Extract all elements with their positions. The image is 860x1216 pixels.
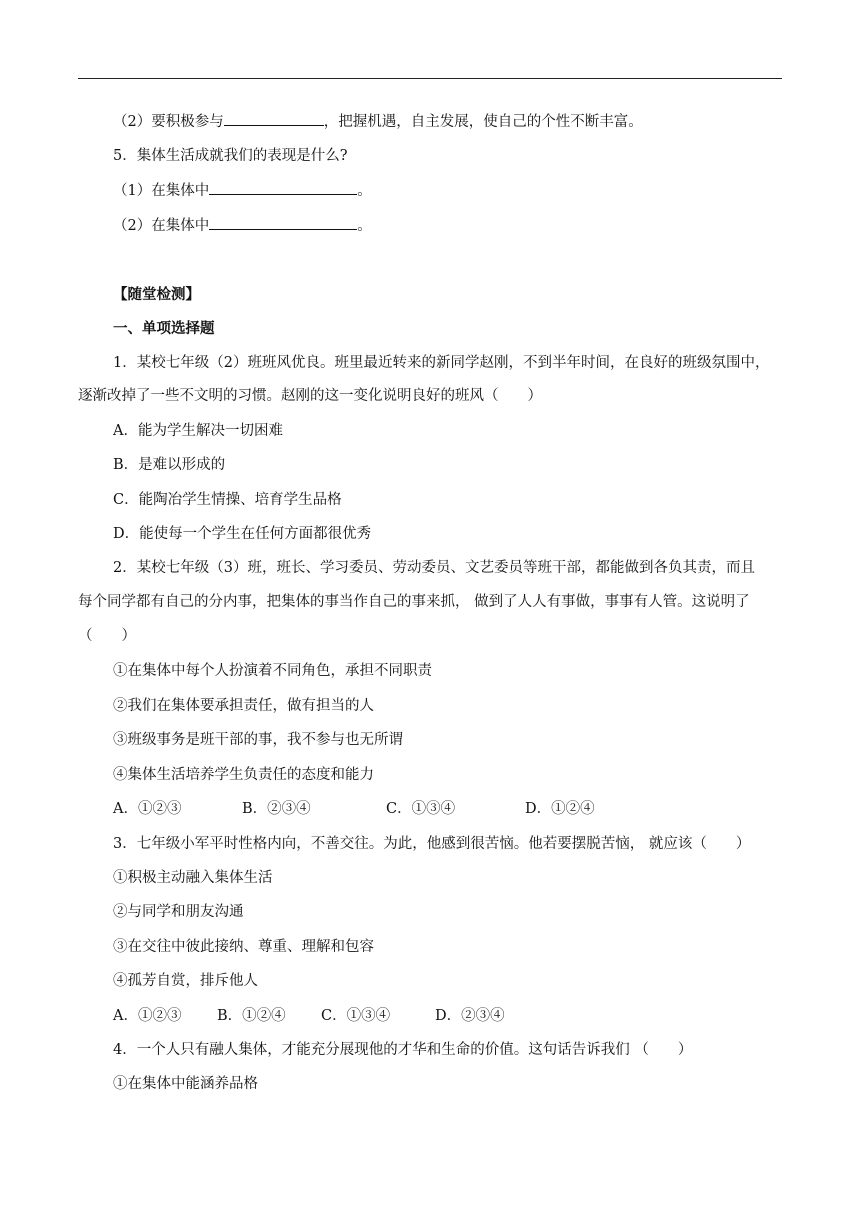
- answer-blank[interactable]: [209, 215, 357, 230]
- q3-stem: 3．七年级小军平时性格内向，不善交往。为此，他感到很苦恼。他若要摆脱苦恼， 就应该（ ）: [113, 836, 751, 852]
- q3-options: [113, 1006, 505, 1026]
- q3-statement-4: ④孤芳自赏，排斥他人: [113, 973, 258, 989]
- q4-item2: [113, 111, 643, 132]
- q3-option-a[interactable]: A．①②③: [113, 1008, 182, 1024]
- q1-option-a[interactable]: A．能为学生解决一切困难: [113, 423, 283, 439]
- q2-statement-4: ④集体生活培养学生负责任的态度和能力: [113, 767, 374, 783]
- q3-statement-1: ①积极主动融入集体生活: [113, 870, 273, 886]
- q1-stem-line2: 逐渐改掉了一些不文明的习惯。赵刚的这一变化说明良好的班风（ ）: [78, 388, 542, 404]
- q4-item2-text-end: ，把握机遇，自主发展，使自己的个性不断丰富。: [323, 114, 643, 130]
- q2-option-a[interactable]: A．①②③: [113, 801, 182, 817]
- q4-item2-text: （2）要积极参与: [113, 114, 224, 130]
- q5-item2-period: 。: [357, 218, 372, 234]
- q5-item2: [113, 215, 372, 236]
- section-title: 【随堂检测】: [113, 286, 200, 303]
- q3-option-d[interactable]: D．②③④: [435, 1008, 505, 1024]
- q3-statement-3: ③在交往中彼此接纳、尊重、理解和包容: [113, 939, 374, 955]
- q2-option-d[interactable]: D．①②④: [525, 801, 595, 817]
- answer-blank[interactable]: [209, 180, 357, 195]
- answer-blank[interactable]: [224, 111, 324, 126]
- q2-statement-2: ②我们在集体要承担责任，做有担当的人: [113, 698, 374, 714]
- q4-stem: 4．一个人只有融人集体，才能充分展现他的才华和生命的价值。这句话告诉我们 （ ）: [113, 1042, 693, 1058]
- q4-statement-1: ①在集体中能涵养品格: [113, 1076, 258, 1092]
- q2-options: [113, 799, 595, 819]
- q2-stem-line2: 每个同学都有自己的分内事，把集体的事当作自己的事来抓， 做到了人人有事做，事事有人管。这说明了: [78, 594, 750, 610]
- q1-option-d[interactable]: D．能使每一个学生在任何方面都很优秀: [113, 526, 372, 542]
- q2-option-b[interactable]: B．②③④: [242, 801, 311, 817]
- section-subtitle: 一、单项选择题: [113, 320, 215, 337]
- q2-stem-line3: （ ）: [78, 628, 136, 644]
- q5-stem: 5．集体生活成就我们的表现是什么?: [113, 148, 348, 164]
- q2-option-c[interactable]: C．①③④: [386, 801, 456, 817]
- q2-stem-line1: 2．某校七年级（3）班，班长、学习委员、劳动委员、文艺委员等班干部，都能做到各负其责，而且: [113, 560, 755, 576]
- q1-option-c[interactable]: C．能陶冶学生情操、培育学生品格: [113, 492, 342, 508]
- q5-item1: [113, 180, 372, 201]
- q2-statement-1: ①在集体中每个人扮演着不同角色，承担不同职责: [113, 663, 432, 679]
- q3-option-c[interactable]: C．①③④: [321, 1008, 391, 1024]
- q1-option-b[interactable]: B．是难以形成的: [113, 457, 226, 473]
- q5-item1-text: （1）在集体中: [113, 183, 210, 199]
- q5-item1-period: 。: [357, 183, 372, 199]
- q2-statement-3: ③班级事务是班干部的事，我不参与也无所谓: [113, 732, 403, 748]
- header-rule: [78, 78, 782, 79]
- q3-option-b[interactable]: B．①②④: [217, 1008, 286, 1024]
- q3-statement-2: ②与同学和朋友沟通: [113, 904, 244, 920]
- q1-stem-line1: 1．某校七年级（2）班班风优良。班里最近转来的新同学赵刚，不到半年时间，在良好的班级氛围中，: [113, 355, 770, 371]
- q5-item2-text: （2）在集体中: [113, 218, 210, 234]
